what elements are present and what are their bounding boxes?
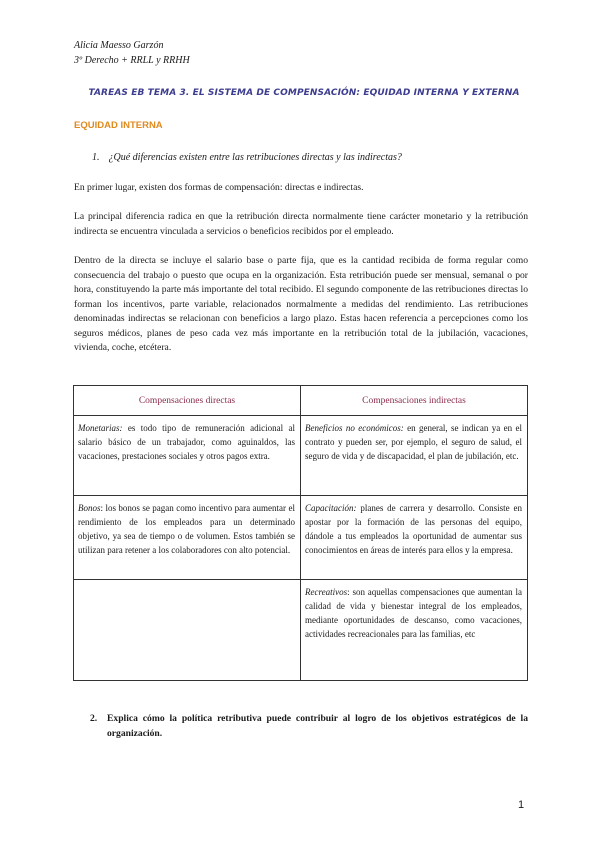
cell-direct-empty: [74, 580, 301, 681]
cell-text: : los bonos se pagan como incentivo para aumentar el rendimiento de los empleados para un determinado objetivo, ya sea de tiempo o de volumen. Estos también se utilizan para retener a los colaboradores con alto potencial.: [78, 503, 295, 555]
paragraph-details: Dentro de la directa se incluye el salario base o parte fija, que es la cantidad recibida de forma regular como consecuencia del trabajo o puesto que ocupa en la organización. Esta retribución puede ser mensual, semanal o por hora, constituyendo la parte más importante del total recibido. El segundo componente de las retribuciones directas lo forman los incentivos, parte variable, relacionados normalmente a medidas del rendimiento. Las retribuciones denominadas indirectas se relacionan con beneficios a largo plazo. Estas hacen referencia a percepciones como los seguros médicos, planes de peso cada vez más importante en la retribución total de la jubilación, vacaciones, vivienda, coche, etcétera.: [74, 255, 528, 353]
cell-term: Beneficios no económicos:: [305, 423, 404, 433]
header-direct: Compensaciones directas: [74, 386, 301, 416]
question-1-number: 1.: [92, 152, 100, 163]
author-name: Alicia Maesso Garzón: [74, 40, 164, 51]
question-2-number: 2.: [90, 713, 98, 724]
cell-direct: [74, 416, 301, 496]
cell-term: Recreativos: [305, 587, 348, 597]
header-indirect: Compensaciones indirectas: [301, 386, 528, 416]
cell-indirect: [301, 416, 528, 496]
table-row: [74, 496, 528, 580]
cell-term: Monetarias:: [78, 423, 123, 433]
paragraph-main-difference: La principal diferencia radica en que la retribución directa normalmente tiene carácter monetario y la retribución indirecta se encuentra vinculada a servicios o beneficios recibidos por el empleado.: [74, 211, 528, 237]
question-1-text: ¿Qué diferencias existen entre las retribuciones directas y las indirectas?: [108, 152, 402, 163]
document-title: TAREAS EB TEMA 3. EL SISTEMA DE COMPENSACIÓN: EQUIDAD INTERNA Y EXTERNA: [88, 88, 520, 98]
paragraph-intro: En primer lugar, existen dos formas de compensación: directas e indirectas.: [74, 182, 364, 193]
table-header-row: [74, 386, 528, 416]
cell-text: : son aquellas compensaciones que aumentan la calidad de vida y bienestar integral de los empleados, mediante oportunidades de descanso, como vacaciones, actividades recreacionales para las familias, etc: [305, 587, 522, 639]
cell-term: Capacitación:: [305, 503, 357, 513]
cell-direct: [74, 496, 301, 580]
cell-indirect: [301, 496, 528, 580]
author-block: [74, 38, 190, 68]
table-row: [74, 416, 528, 496]
compensation-table: [73, 385, 528, 681]
course-name: 3º Derecho + RRLL y RRHH: [74, 55, 190, 66]
cell-text: en general, se indican ya en el contrato y pueden ser, por ejemplo, el seguro de salud, el seguro de vida y de discapacidad, el plan de jubilación, etc.: [305, 423, 523, 461]
question-2-text: Explica cómo la política retributiva puede contribuir al logro de los objetivos estratégicos de la organización.: [107, 713, 528, 739]
cell-term: Bonos: [78, 503, 101, 513]
cell-text: es todo tipo de remuneración adicional al salario básico de un trabajador, como aguinaldos, las vacaciones, prestaciones sociales y otros pagos extra.: [78, 423, 295, 461]
table-row: [74, 580, 528, 681]
question-2: [90, 712, 528, 741]
section-heading: EQUIDAD INTERNA: [74, 120, 163, 131]
cell-indirect: [301, 580, 528, 681]
cell-text: planes de carrera y desarrollo. Consiste en apostar por la formación de las personas del equipo, dándole a tus empleados la oportunidad de aumentar sus conocimientos en áreas de interés para ellos y la empresa.: [305, 503, 522, 555]
question-1: [92, 152, 402, 163]
page-number: 1: [518, 799, 525, 811]
